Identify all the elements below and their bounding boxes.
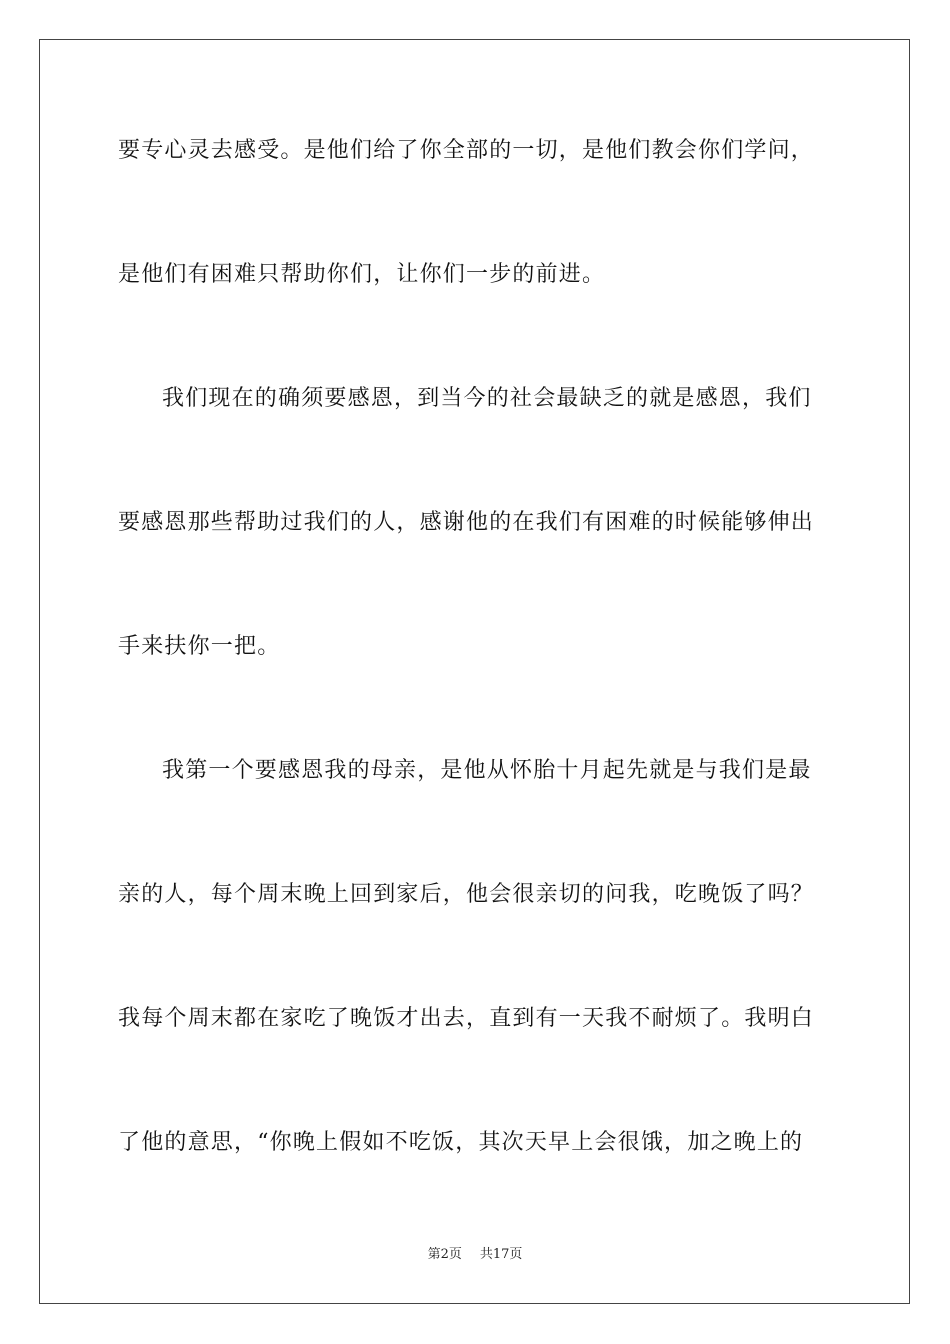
page-frame bbox=[39, 39, 910, 1304]
text-line: 了他的意思，“你晚上假如不吃饭，其次天早上会很饿，加之晚上的 bbox=[118, 1130, 804, 1155]
paragraph-start-line: 我们现在的确须要感恩，到当今的社会最缺乏的就是感恩，我们 bbox=[162, 386, 812, 411]
text-line: 我每个周末都在家吃了晚饭才出去，直到有一天我不耐烦了。我明白 bbox=[118, 1006, 815, 1031]
page-total: 共17页 bbox=[479, 1247, 523, 1262]
paragraph-start-line: 我第一个要感恩我的母亲，是他从怀胎十月起先就是与我们是最 bbox=[162, 758, 812, 783]
page-number: 第2页 bbox=[427, 1247, 462, 1262]
text-line: 是他们有困难只帮助你们，让你们一步的前进。 bbox=[118, 262, 606, 287]
page-footer bbox=[0, 1246, 950, 1264]
text-line: 要感恩那些帮助过我们的人，感谢他的在我们有困难的时候能够伸出 bbox=[118, 510, 815, 535]
text-line: 要专心灵去感受。是他们给了你全部的一切，是他们教会你们学问， bbox=[118, 138, 815, 163]
text-line: 亲的人，每个周末晚上回到家后，他会很亲切的问我，吃晚饭了吗？ bbox=[118, 882, 815, 907]
text-line: 手来扶你一把。 bbox=[118, 634, 281, 659]
